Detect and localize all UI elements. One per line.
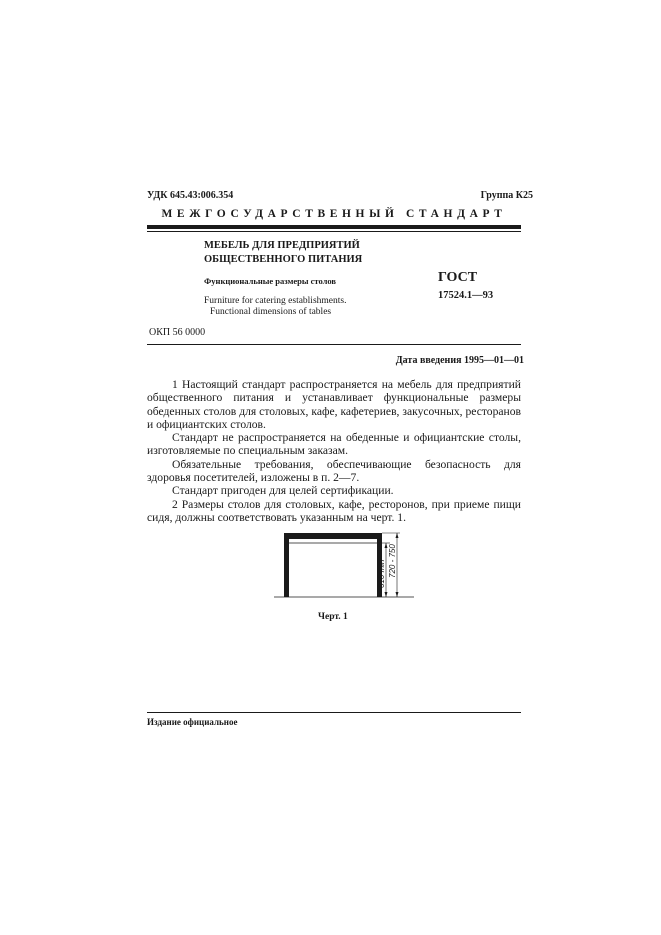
- okp-code: ОКП 56 0000: [149, 327, 206, 338]
- document-title-line1: МЕБЕЛЬ ДЛЯ ПРЕДПРИЯТИЙ: [204, 240, 360, 251]
- dimension-label-outer: 720 - 750: [388, 544, 397, 578]
- document-title-line2: ОБЩЕСТВЕННОГО ПИТАНИЯ: [204, 254, 363, 265]
- footer-rule: [147, 712, 521, 713]
- standard-type-heading: МЕЖГОСУДАРСТВЕННЫЙ СТАНДАРТ: [161, 208, 507, 220]
- body-text: [147, 378, 521, 524]
- gost-label: ГОСТ: [438, 270, 478, 285]
- header-rule-thick: [147, 225, 521, 229]
- arrow-inner-bottom: [385, 592, 388, 597]
- subtitle-english-line2: Functional dimensions of tables: [210, 307, 332, 317]
- arrow-outer-bottom: [396, 592, 399, 597]
- udk-code: УДК 645.43:006.354: [147, 190, 234, 201]
- header-rule-thin: [147, 231, 521, 232]
- section-divider: [147, 344, 521, 345]
- paragraph-certification: Стандарт пригоден для целей сертификации.: [172, 484, 394, 498]
- subtitle-english-line1: Furniture for catering establishments.: [204, 296, 347, 306]
- arrow-outer-top: [396, 533, 399, 538]
- table-top: [284, 533, 382, 539]
- paragraph-scope: 1 Настоящий стандарт распространяется на мебель для предприятий общественного питания и устанавливает функциональные размеры обеденных столов для столовых, кафе, кафетериев, закусочных, ресторанов и официантских столов.: [147, 378, 521, 431]
- introduction-date: Дата введения 1995—01—01: [395, 355, 524, 366]
- dimension-label-inner: 610 min: [377, 559, 386, 588]
- subtitle-russian: Функциональные размеры столов: [204, 276, 337, 286]
- group-code: Группа К25: [480, 190, 533, 201]
- paragraph-exclusions: Стандарт не распространяется на обеденные и официантские столы, изготовляемые по специальным заказам.: [147, 431, 521, 458]
- table-dimension-drawing: [274, 526, 414, 610]
- table-leg-left: [284, 539, 289, 597]
- gost-number: 17524.1—93: [438, 290, 494, 301]
- paragraph-safety: Обязательные требования, обеспечивающие безопасность для здоровья посетителей, изложены в п. 2—7.: [147, 457, 521, 485]
- paragraph-dimensions: 2 Размеры столов для столовых, кафе, ресторонов, при приеме пищи сидя, должны соответствовать указанным на черт. 1.: [147, 497, 521, 524]
- figure-caption: Черт. 1: [318, 612, 348, 622]
- edition-note: Издание официальное: [147, 717, 238, 727]
